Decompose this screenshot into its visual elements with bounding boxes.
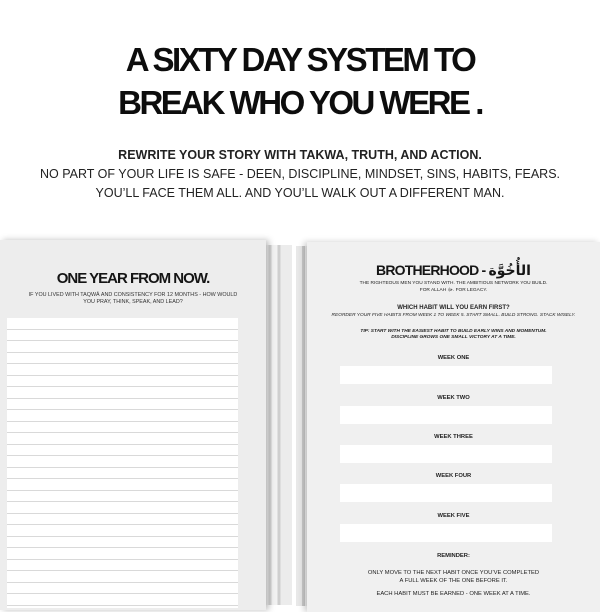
headline-line-2: BREAK WHO YOU WERE . bbox=[118, 84, 482, 121]
reminder-label: REMINDER: bbox=[437, 553, 470, 559]
right-page-tip-2: DISCIPLINE GROWS ONE SMALL VICTORY AT A TIME. bbox=[391, 335, 516, 340]
right-page-title bbox=[307, 262, 600, 279]
right-page-title-text: BROTHERHOOD - bbox=[376, 262, 486, 278]
right-page-question: WHICH HABIT WILL YOU EARN FIRST? bbox=[397, 305, 510, 311]
left-page-question: IF YOU LIVED WITH TAQWĀ AND CONSISTENCY FOR 12 MONTHS - HOW WOULD YOU PRAY, THINK, SPEAK, AND LEAD? bbox=[28, 292, 238, 305]
week-input-1[interactable] bbox=[340, 366, 552, 384]
right-page-tip-1: TIP: START WITH THE EASIEST HABIT TO BUILD EARLY WINS AND MOMENTUM. bbox=[360, 329, 547, 334]
subtitle-line-3: YOU’LL FACE THEM ALL. AND YOU’LL WALK OUT A DIFFERENT MAN. bbox=[95, 186, 505, 200]
week-label-1: WEEK ONE bbox=[437, 355, 470, 361]
headline-line-1: A SIXTY DAY SYSTEM TO bbox=[125, 41, 475, 78]
reminder-line-2: A FULL WEEK OF THE ONE BEFORE IT. bbox=[399, 578, 508, 584]
right-page-intro-2: FOR ALLAH ﷻ. FOR LEGACY. bbox=[419, 288, 488, 293]
subtitle-line-2: NO PART OF YOUR LIFE IS SAFE - DEEN, DISCIPLINE, MINDSET, SINS, HABITS, FEARS. bbox=[39, 167, 560, 181]
left-page-title: ONE YEAR FROM NOW. bbox=[56, 270, 210, 287]
week-label-4: WEEK FOUR bbox=[435, 473, 472, 479]
writing-lines bbox=[7, 318, 238, 608]
right-page-question-sub: REORDER YOUR FIVE HABITS FROM WEEK 1 TO WEEK 5. START SMALL. BUILD STRONG. STACK WISELY. bbox=[331, 313, 576, 318]
week-input-2[interactable] bbox=[340, 406, 552, 424]
week-label-2: WEEK TWO bbox=[437, 395, 470, 401]
week-label-5: WEEK FIVE bbox=[437, 513, 470, 519]
reminder-line-3: EACH HABIT MUST BE EARNED - ONE WEEK AT A TIME. bbox=[376, 591, 531, 597]
right-page-title-arabic: الأُخُوَّة bbox=[488, 263, 531, 279]
week-input-4[interactable] bbox=[340, 484, 552, 502]
right-page-intro-1: THE RIGHTEOUS MEN YOU STAND WITH. THE AMBITIOUS NETWORK YOU BUILD. bbox=[359, 281, 548, 286]
week-label-3: WEEK THREE bbox=[434, 434, 473, 440]
subtitle-line-1: REWRITE YOUR STORY WITH TAKWA, TRUTH, AND ACTION. bbox=[118, 148, 482, 162]
week-input-5[interactable] bbox=[340, 524, 552, 542]
reminder-line-1: ONLY MOVE TO THE NEXT HABIT ONCE YOU’VE COMPLETED bbox=[367, 570, 540, 576]
week-input-3[interactable] bbox=[340, 445, 552, 463]
